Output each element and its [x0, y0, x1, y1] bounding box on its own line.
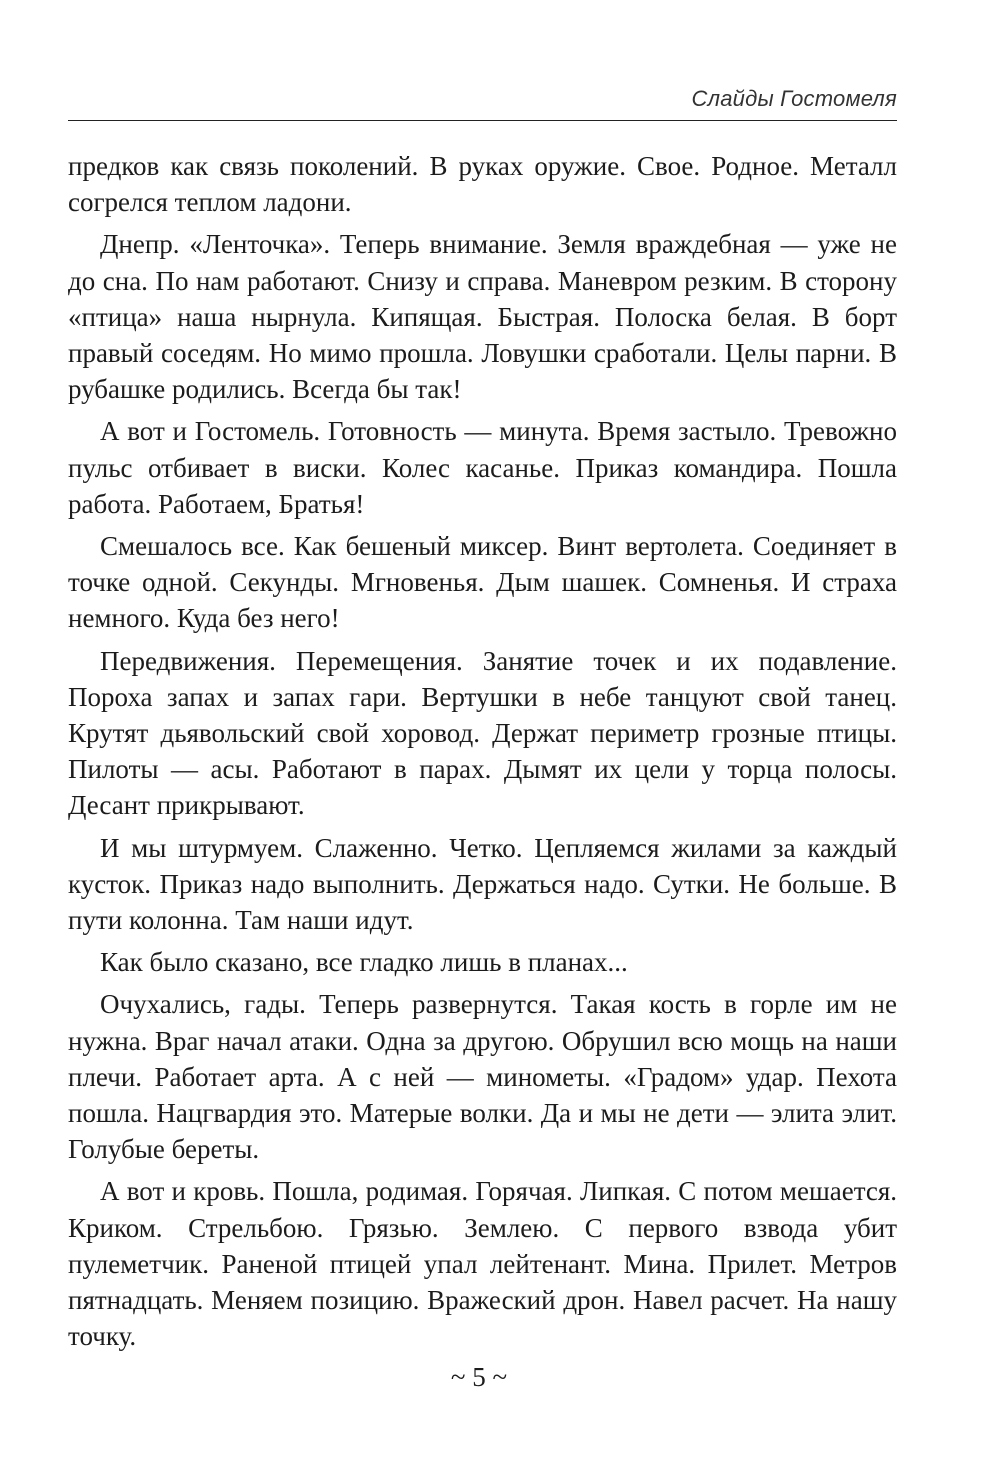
paragraph: Очухались, гады. Теперь развернутся. Такая кость в горле им не нужна. Враг начал атаки. Одна за другою. Обрушил всю мощь на наши плечи. Работает арта. А с ней — минометы. «Градом» удар. Пехота пошла. Нацгвардия это. Матерые волки. Да и мы не дети — элита элит. Голубые береты.: [68, 989, 897, 1165]
body-text: [68, 148, 897, 1361]
paragraph: А вот и кровь. Пошла, родимая. Горячая. Липкая. С потом мешается. Криком. Стрельбою. Грязью. Землею. С первого взвода убит пулеметчик. Раненой птицей упал лейтенант. Мина. Прилет. Метров пятнадцать. Меняем позицию. Вражеский дрон. Навел расчет. На нашу точку.: [68, 1176, 897, 1352]
header-rule: [68, 120, 897, 121]
paragraph: А вот и Гостомель. Готовность — минута. Время застыло. Тревожно пульс отбивает в виски. Колес касанье. Приказ командира. Пошла работа. Работаем, Братья!: [68, 416, 897, 519]
paragraph: Смешалось все. Как бешеный миксер. Винт вертолета. Соединяет в точке одной. Секунды. Мгновенья. Дым шашек. Сомненья. И страха немного. Куда без него!: [68, 531, 897, 634]
paragraph: Передвижения. Перемещения. Занятие точек и их подавление. Пороха запах и запах гари. Вертушки в небе танцуют свой танец. Крутят дьявольский свой хоровод. Держат периметр грозные птицы. Пилоты — асы. Работают в парах. Дымят их цели у торца полосы. Десант прикрывают.: [68, 645, 897, 821]
page-number: ~ 5 ~: [450, 1362, 508, 1392]
paragraph: Как было сказано, все гладко лишь в планах...: [100, 947, 628, 978]
paragraph: Днепр. «Ленточка». Теперь внимание. Земля враждебная — уже не до сна. По нам работают. Снизу и справа. Маневром резким. В сторону «птица» наша нырнула. Кипящая. Быстрая. Полоска белая. В борт правый соседям. Но мимо прошла. Ловушки сработали. Целы парни. В рубашке родились. Всегда бы так!: [68, 229, 897, 405]
paragraph: И мы штурмуем. Слаженно. Четко. Цепляемся жилами за каждый кусток. Приказ надо выполнить. Держаться надо. Сутки. Не больше. В пути колонна. Там наши идут.: [68, 832, 897, 936]
running-head: Слайды Гостомеля: [691, 86, 897, 111]
paragraph: предков как связь поколений. В руках оружие. Свое. Родное. Металл согрелся теплом ладони.: [68, 151, 897, 218]
